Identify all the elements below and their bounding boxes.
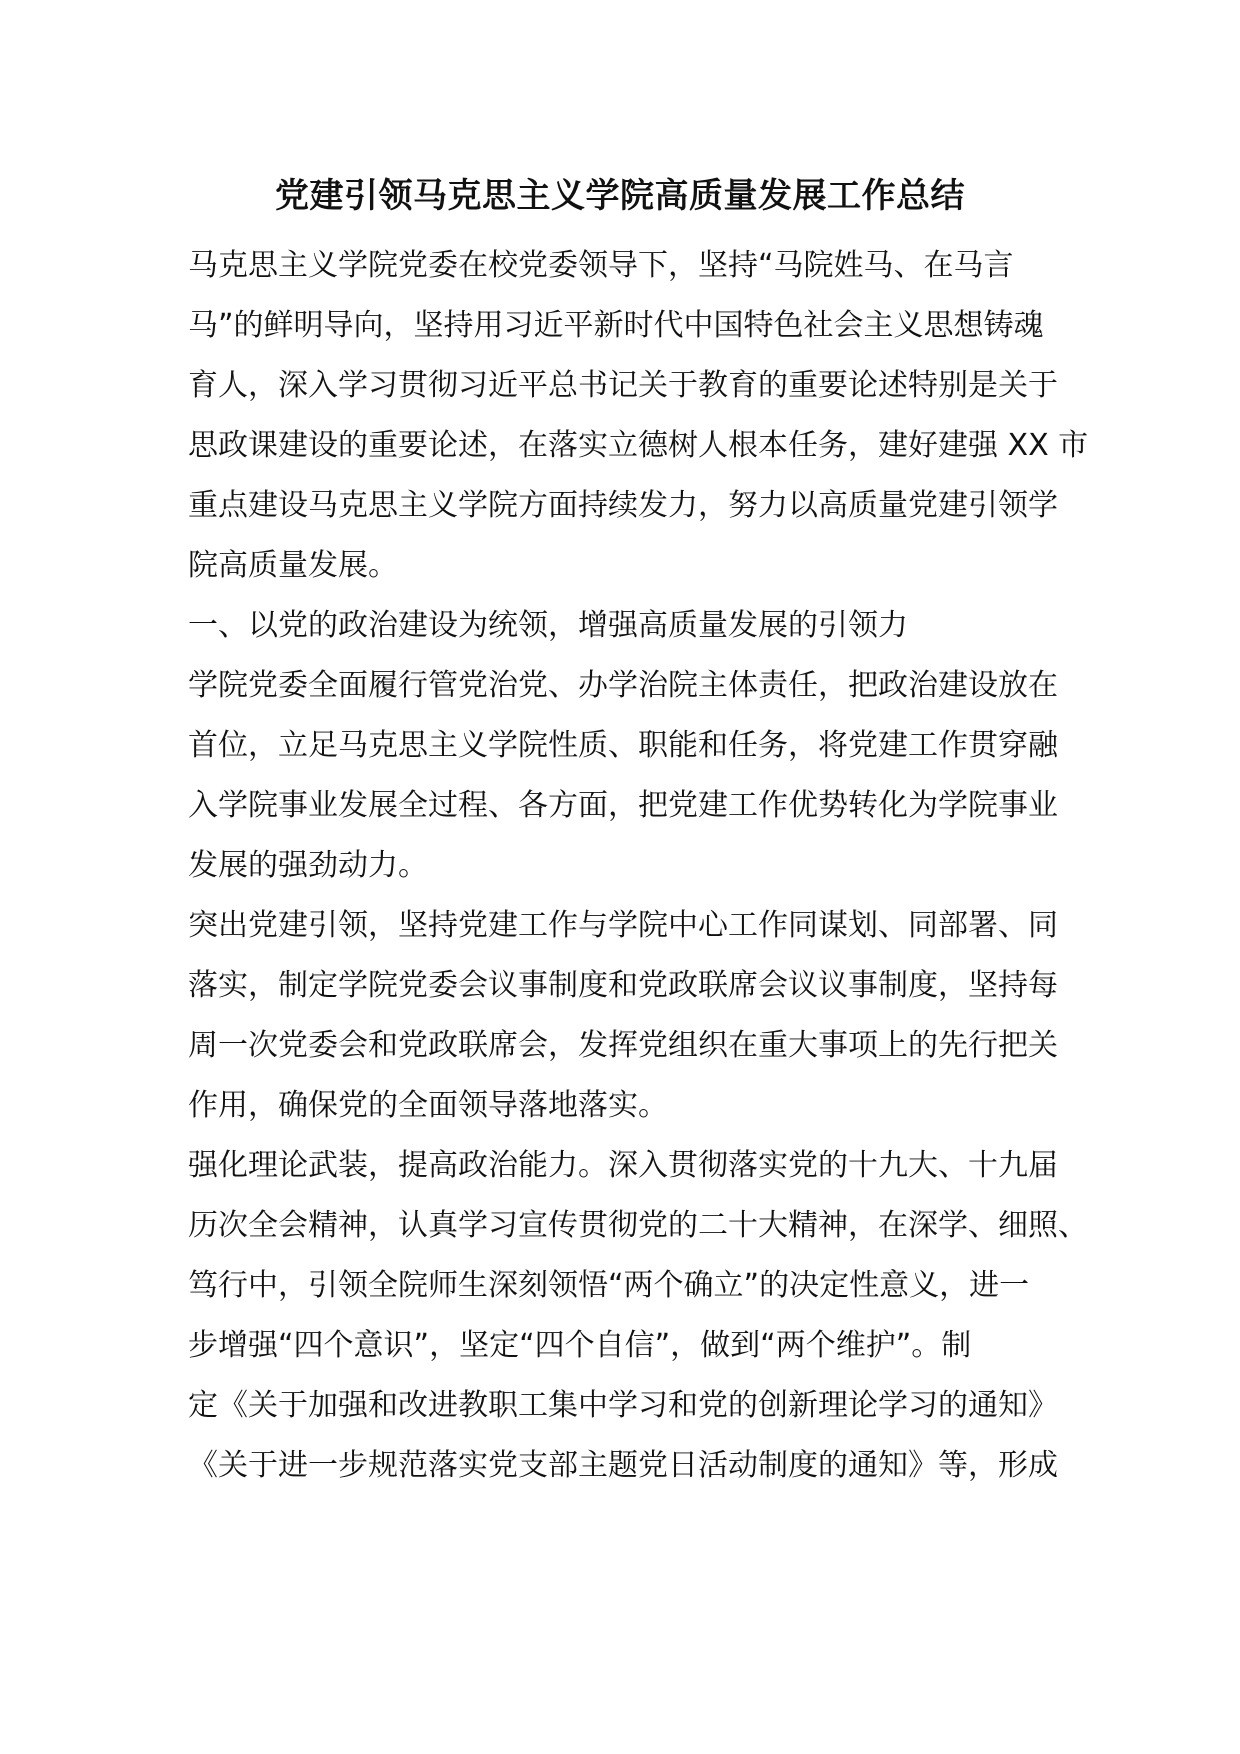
text-line: 首位，立足马克思主义学院性质、职能和任务，将党建工作贯穿融: [188, 728, 1058, 763]
text-line: 历次全会精神，认真学习宣传贯彻党的二十大精神，在深学、细照、: [188, 1208, 1088, 1243]
text-line: 思政课建设的重要论述，在落实立德树人根本任务，建好建强 XX 市: [188, 428, 1089, 463]
text-line: 学院党委全面履行管党治党、办学治院主体责任，把政治建设放在: [188, 668, 1058, 703]
section-heading: 一、以党的政治建设为统领，增强高质量发展的引领力: [188, 608, 908, 643]
text-line: 《关于进一步规范落实党支部主题党日活动制度的通知》等，形成: [188, 1448, 1058, 1483]
document-title: 党建引领马克思主义学院高质量发展工作总结: [275, 176, 965, 216]
text-line: 落实，制定学院党委会议事制度和党政联席会议议事制度，坚持每: [188, 968, 1058, 1003]
text-line: 育人，深入学习贯彻习近平总书记关于教育的重要论述特别是关于: [188, 368, 1058, 403]
text-line: 笃行中，引领全院师生深刻领悟“两个确立”的决定性意义，进一: [188, 1268, 1030, 1303]
text-line: 作用，确保党的全面领导落地落实。: [188, 1088, 668, 1123]
text-line: 马克思主义学院党委在校党委领导下，坚持“马院姓马、在马言: [188, 248, 1014, 283]
text-line: 发展的强劲动力。: [188, 848, 428, 883]
text-line: 突出党建引领，坚持党建工作与学院中心工作同谋划、同部署、同: [188, 908, 1058, 943]
text-line: 定《关于加强和改进教职工集中学习和党的创新理论学习的通知》: [188, 1388, 1058, 1423]
text-line: 步增强“四个意识”，坚定“四个自信”，做到“两个维护”。制: [188, 1328, 972, 1363]
text-line: 入学院事业发展全过程、各方面，把党建工作优势转化为学院事业: [188, 788, 1058, 823]
text-line: 重点建设马克思主义学院方面持续发力，努力以高质量党建引领学: [188, 488, 1058, 523]
text-line: 院高质量发展。: [188, 548, 398, 583]
text-line: 强化理论武装，提高政治能力。深入贯彻落实党的十九大、十九届: [188, 1148, 1058, 1183]
text-line: 马”的鲜明导向，坚持用习近平新时代中国特色社会主义思想铸魂: [188, 308, 1044, 343]
text-line: 周一次党委会和党政联席会，发挥党组织在重大事项上的先行把关: [188, 1028, 1058, 1063]
